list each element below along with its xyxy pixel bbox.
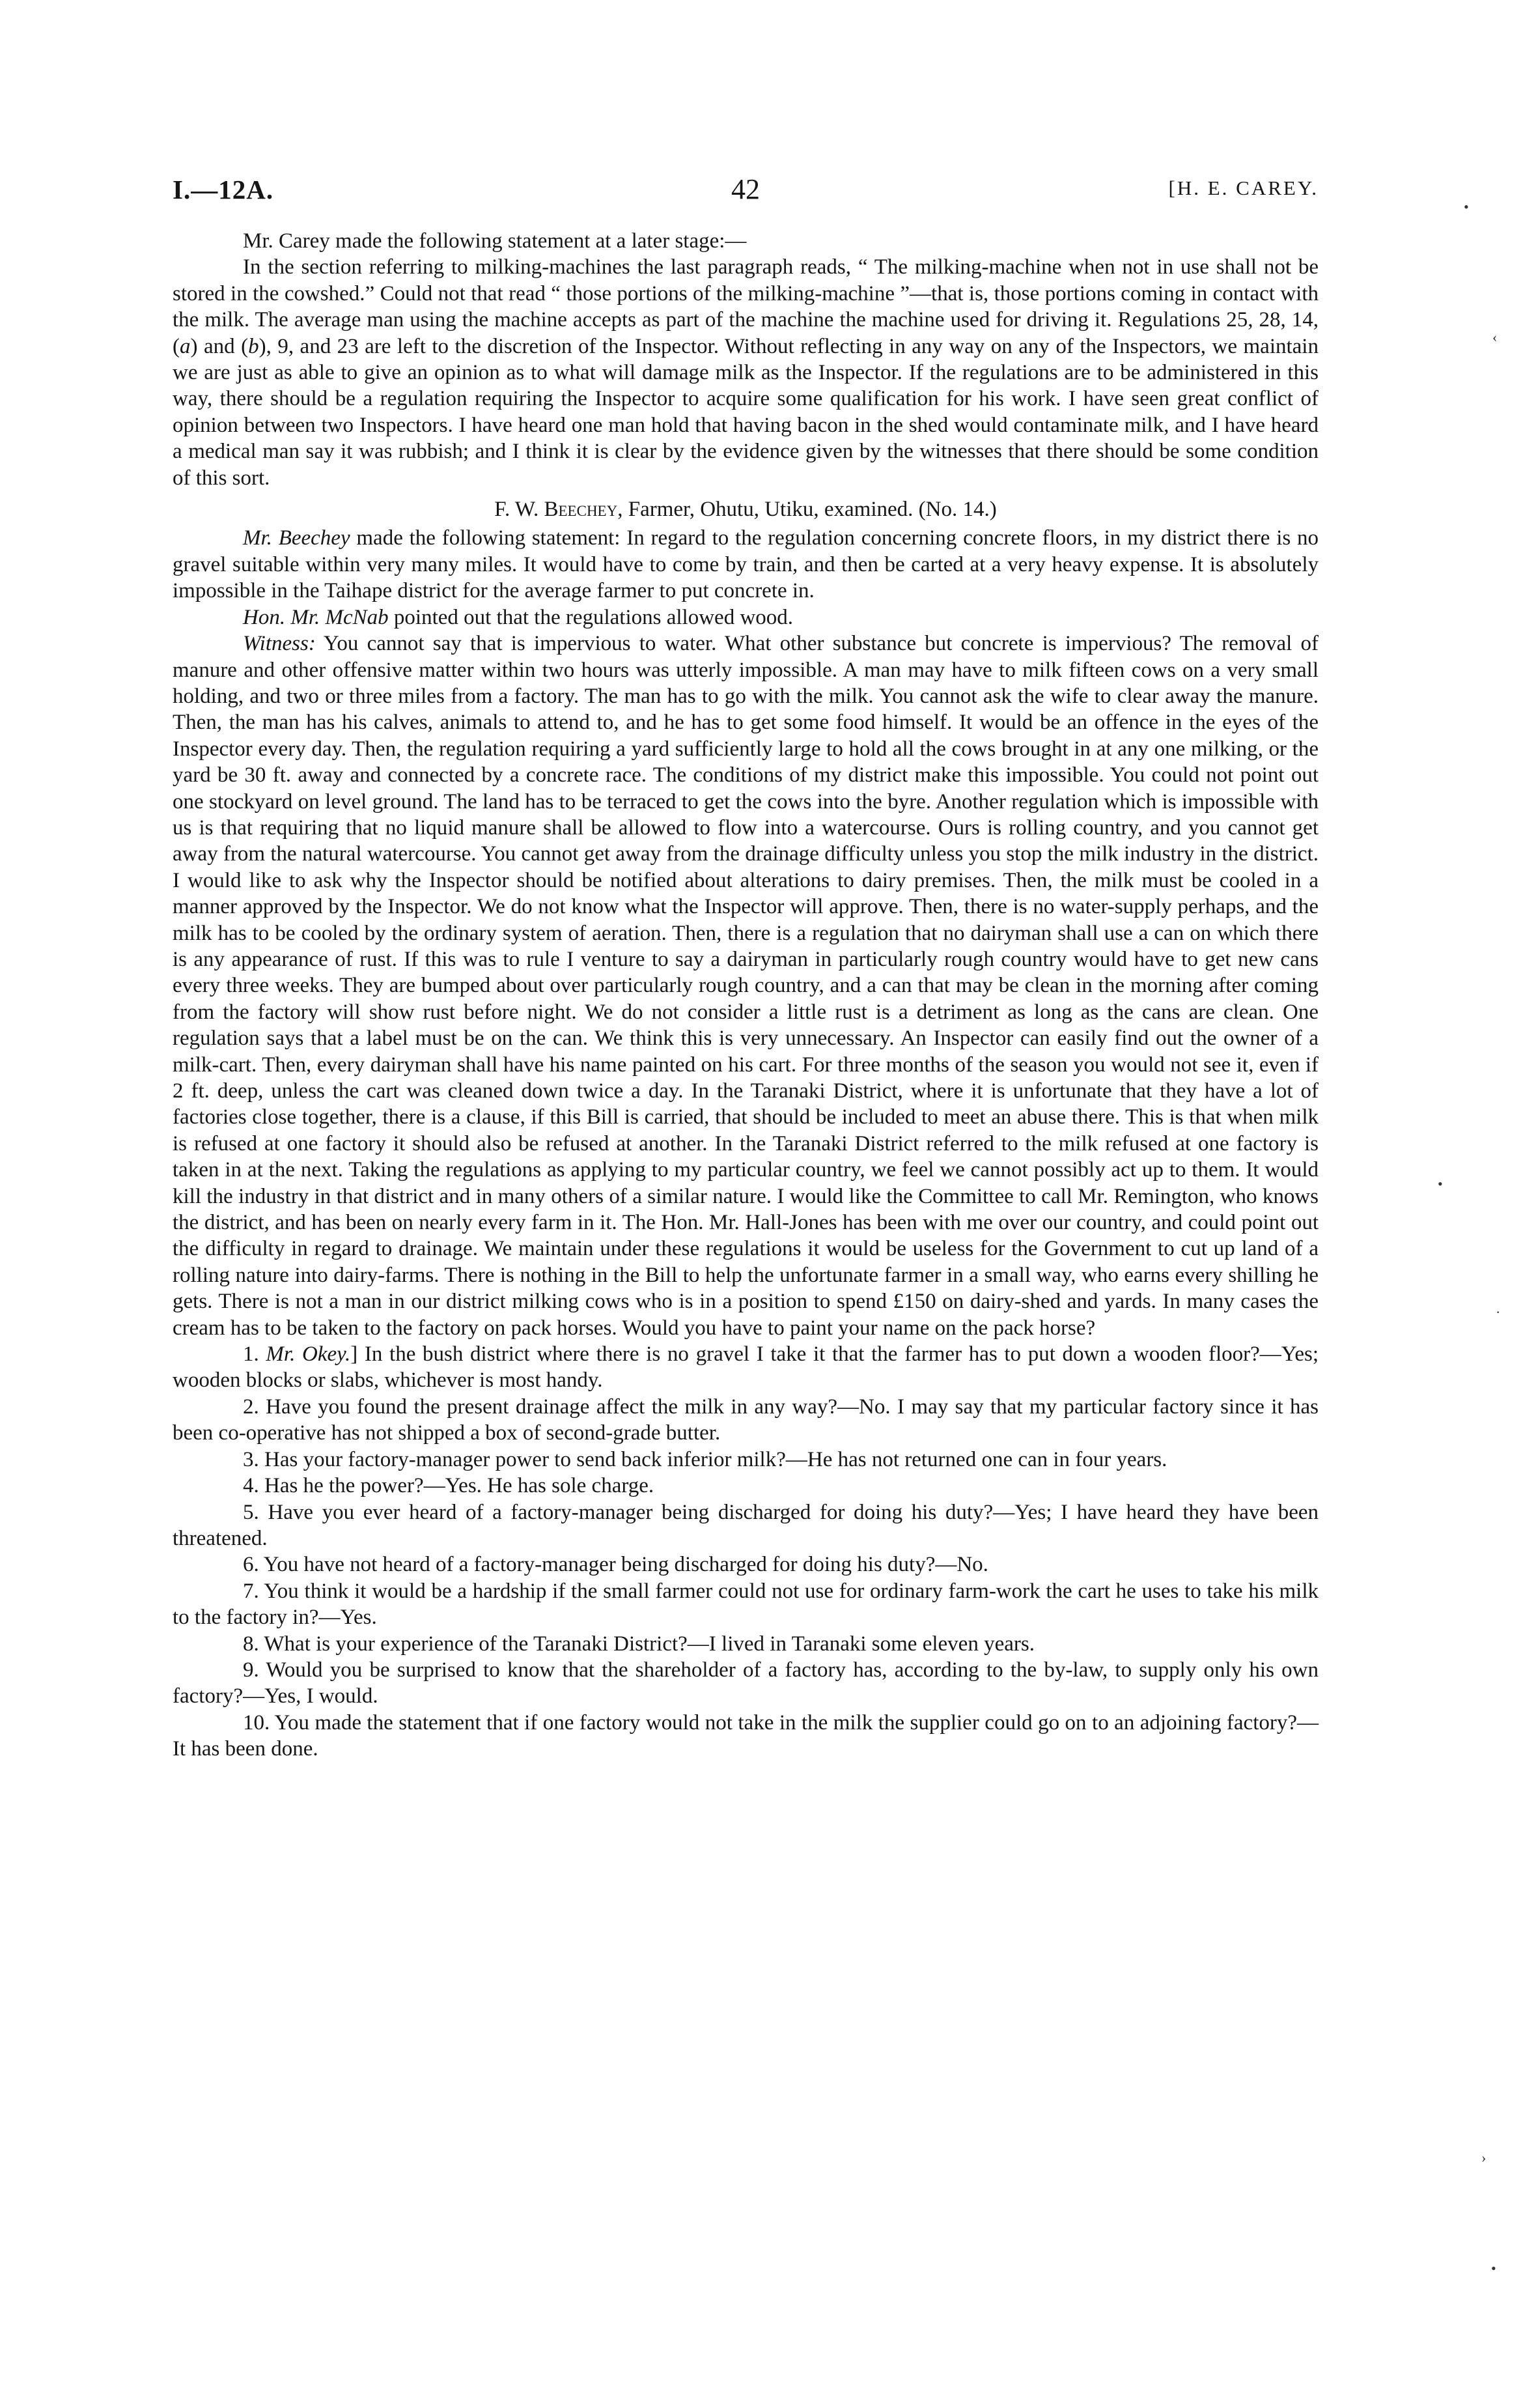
italic-text: Mr. Okey. xyxy=(266,1342,351,1367)
margin-mark: • xyxy=(1491,2260,1496,2276)
paragraph xyxy=(173,630,1319,1341)
text-run: F. W. xyxy=(494,498,544,522)
page-number: 42 xyxy=(731,173,760,205)
text-run: 1. xyxy=(243,1342,266,1367)
page-header xyxy=(173,173,1319,212)
italic-text: b xyxy=(248,334,259,358)
witness-running-head: [H. E. CAREY. xyxy=(1168,177,1319,199)
text-run: 7. You think it would be a hardship if the small farmer could not use for ordinary farm-work the cart he uses to take his milk to the factory in?—Yes. xyxy=(173,1579,1319,1630)
question-answer xyxy=(173,1631,1319,1657)
question-answer xyxy=(173,1447,1319,1473)
witness-heading xyxy=(173,496,1319,522)
text-run: ] In the bush district where there is no gravel I take it that the farmer has to put down a wooden floor?—Yes; wooden blocks or slabs, whichever is most handy. xyxy=(173,1342,1319,1393)
question-answer xyxy=(173,1578,1319,1631)
italic-text: Mr. Beechey xyxy=(243,526,350,550)
text-run: ), 9, and 23 are left to the discretion of the Inspector. Without reflecting in any way on any of the Inspectors, we maintain we are just as able to give an opinion as to what will damage milk as the Inspector. If the regulations are to be administered in this way, there should be a regulation requiring the Inspector to acquire some qualification for his work. I have seen great conflict of opinion between two Inspectors. I have heard one man hold that having bacon in the shed would contaminate milk, and I have heard a medical man say it was rubbish; and I think it is clear by the evidence given by the witnesses that there should be some condition of this sort. xyxy=(173,334,1319,490)
margin-mark: ‹ xyxy=(1492,329,1498,345)
text-run: In the section referring to milking-machines the last paragraph reads, “ The milking-machine when not in use shall not be stored in the cowshed.” Could not that read “ those portions of the milking-machine ”—that is, those portions coming in contact with the milk. The average man using the machine accepts as part of the machine the machine used for driving it. Regulations 25, 28, 14, ( xyxy=(173,255,1319,358)
italic-text: Witness: xyxy=(243,632,316,656)
question-answer xyxy=(173,1551,1319,1578)
text-run: Mr. Carey made the following statement at a later stage:— xyxy=(243,229,747,253)
text-run: 10. You made the statement that if one factory would not take in the milk the supplier could go on to an adjoining factory?—It has been done. xyxy=(173,1710,1319,1761)
question-answer xyxy=(173,1341,1319,1394)
text-run: made the following statement: In regard to the regulation concerning concrete floors, in my district there is no gravel suitable within very many miles. It would have to come by train, and then be carted at a very heavy expense. It is absolutely impossible in the Taihape district for the average farmer to put concrete in. xyxy=(173,526,1319,603)
paragraph xyxy=(173,228,1319,254)
text-run: 9. Would you be surprised to know that the shareholder of a factory has, according to the by-law, to supply only his own factory?—Yes, I would. xyxy=(173,1658,1319,1708)
question-answer xyxy=(173,1657,1319,1710)
italic-text: a xyxy=(180,334,191,358)
paragraph xyxy=(173,254,1319,491)
margin-mark: • xyxy=(1438,1176,1443,1192)
question-answer xyxy=(173,1394,1319,1447)
text-run: ) and ( xyxy=(190,334,249,358)
text-run: 8. What is your experience of the Taranaki District?—I lived in Taranaki some eleven years. xyxy=(243,1632,1035,1656)
margin-mark: › xyxy=(1481,2149,1487,2166)
document-reference: I.—12A. xyxy=(173,175,274,205)
margin-mark: · xyxy=(1496,1304,1501,1320)
text-run: 4. Has he the power?—Yes. He has sole charge. xyxy=(243,1474,654,1498)
question-answer xyxy=(173,1710,1319,1763)
margin-mark: • xyxy=(1464,199,1469,215)
italic-text: Hon. Mr. McNab xyxy=(243,605,389,629)
text-run: , Farmer, Ohutu, Utiku, examined. (No. 14.) xyxy=(617,498,997,522)
document-body xyxy=(173,228,1319,1763)
question-answer xyxy=(173,1473,1319,1499)
small-caps-text: Beechey xyxy=(544,498,618,522)
question-answer xyxy=(173,1499,1319,1552)
text-run: 5. Have you ever heard of a factory-manager being discharged for doing his duty?—Yes; I have heard they have been threatened. xyxy=(173,1500,1319,1550)
text-run: pointed out that the regulations allowed wood. xyxy=(388,605,794,629)
text-run: 3. Has your factory-manager power to send back inferior milk?—He has not returned one can in four years. xyxy=(243,1447,1167,1471)
paragraph xyxy=(173,604,1319,630)
text-run: 2. Have you found the present drainage affect the milk in any way?—No. I may say that my particular factory since it has been co-operative has not shipped a box of second-grade butter. xyxy=(173,1395,1319,1445)
text-run: You cannot say that is impervious to water. What other substance but concrete is impervious? The removal of manure and other offensive matter within two hours was utterly impossible. A man may have to milk fifteen cows on a very small holding, and two or three miles from a factory. The man has to go with the milk. You cannot ask the wife to clear away the manure. Then, the man has his calves, animals to attend to, and he has to get some food himself. It would be an offence in the eyes of the Inspector every day. Then, the regulation requiring a yard sufficiently large to hold all the cows brought in at any one milking, or the yard be 30 ft. away and connected by a concrete race. The conditions of my district make this impossible. You could not point out one stockyard on level ground. The land has to be terraced to get the cows into the byre. Another regulation which is impossible with us is that requiring that no liquid manure shall be allowed to flow into a watercourse. Ours is rolling country, and you cannot get away from the natural watercourse. You cannot get away from the drainage difficulty unless you stop the milk industry in the district. I would like to ask why the Inspector should be notified about alterations to dairy premises. Then, the milk must be cooled in a manner approved by the Inspector. We do not know what the Inspector will approve. Then, there is no water-supply perhaps, and the milk has to be cooled by the ordinary system of aeration. Then, there is a regulation that no dairyman shall use a can on which there is any appearance of rust. If this was to rule I venture to say a dairyman in particularly rough country would have to get new cans every three weeks. They are bumped about over particularly rough country, and a can that may be clean in the morning after coming from the factory will show rust before night. We do not consider a little rust is a detriment as long as the cans are clean. One regulation says that a label must be on the can. We think this is very unnecessary. An Inspector can easily find out the owner of a milk-cart. Then, every dairyman shall have his name painted on his cart. For three months of the season you would not see it, even if 2 ft. deep, unless the cart was cleaned down twice a day. In the Taranaki District, where it is unfortunate that they have a lot of factories close together, there is a clause, if this Bill is carried, that should be included to meet an abuse there. This is that when milk is refused at one factory it should also be refused at another. In the Taranaki District referred to the milk refused at one factory is taken in at the next. Taking the regulations as applying to my particular country, we feel we cannot possibly act up to them. It would kill the industry in that district and in many others of a similar nature. I would like the Committee to call Mr. Remington, who knows the district, and has been on nearly every farm in it. The Hon. Mr. Hall-Jones has been with me over our country, and could point out the difficulty in regard to drainage. We maintain under these regulations it would be useless for the Government to cut up land of a rolling nature into dairy-farms. There is nothing in the Bill to help the unfortunate farmer in a small way, who earns every shilling he gets. There is not a man in our district milking cows who is in a position to spend £150 on dairy-shed and yards. In many cases the cream has to be taken to the factory on pack horses. Would you have to paint your name on the pack horse? xyxy=(173,632,1319,1340)
text-run: 6. You have not heard of a factory-manager being discharged for doing his duty?—No. xyxy=(243,1553,988,1577)
paragraph xyxy=(173,525,1319,604)
